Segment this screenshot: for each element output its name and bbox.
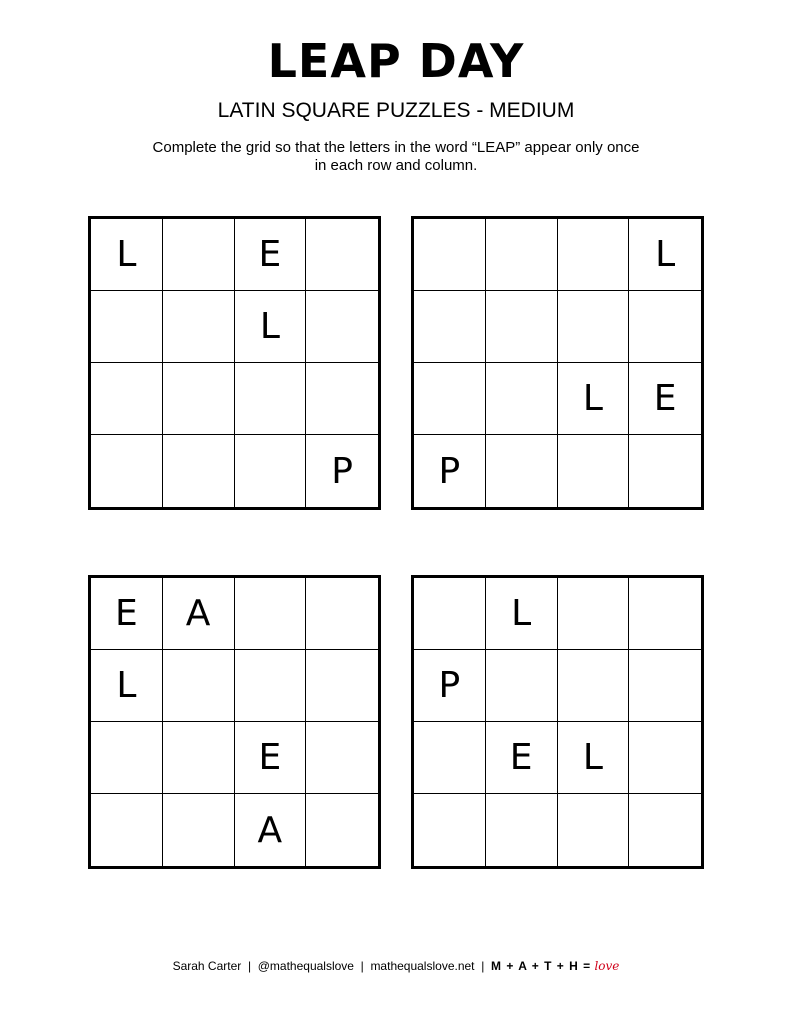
- grid-cell[interactable]: [163, 722, 235, 794]
- grid-cell[interactable]: [306, 794, 378, 866]
- grid-cell[interactable]: P: [414, 435, 486, 507]
- grid-cell[interactable]: E: [629, 363, 701, 435]
- grid-cell[interactable]: [486, 435, 558, 507]
- grid-cell[interactable]: [414, 363, 486, 435]
- grid-cell[interactable]: P: [414, 650, 486, 722]
- grid-cell[interactable]: L: [91, 650, 163, 722]
- footer-author: Sarah Carter: [172, 959, 242, 973]
- grid-cell[interactable]: [235, 363, 307, 435]
- grid-cell[interactable]: [163, 794, 235, 866]
- grid-cell[interactable]: L: [486, 578, 558, 650]
- grid-cell[interactable]: [306, 363, 378, 435]
- grid-cell[interactable]: [629, 794, 701, 866]
- grid-cell[interactable]: A: [235, 794, 307, 866]
- instructions: [90, 139, 702, 175]
- grid-cell[interactable]: [629, 578, 701, 650]
- grid-cell[interactable]: [91, 291, 163, 363]
- grid-cell[interactable]: [306, 219, 378, 291]
- grid-cell[interactable]: [558, 794, 630, 866]
- footer-love-logo: love: [594, 959, 620, 973]
- grid-cell[interactable]: [306, 578, 378, 650]
- grid-cell[interactable]: [306, 291, 378, 363]
- grid-cell[interactable]: [558, 578, 630, 650]
- grid-cell[interactable]: [414, 722, 486, 794]
- grid-cell[interactable]: [235, 578, 307, 650]
- grid-cell[interactable]: [558, 435, 630, 507]
- grid-cell[interactable]: [91, 794, 163, 866]
- grid-cell[interactable]: [486, 291, 558, 363]
- grid-cell[interactable]: [414, 219, 486, 291]
- grid-cell[interactable]: L: [558, 363, 630, 435]
- grid-cell[interactable]: E: [486, 722, 558, 794]
- footer: [0, 958, 792, 974]
- grid-cell[interactable]: [163, 219, 235, 291]
- instructions-line-1: Complete the grid so that the letters in the word “LEAP” appear only once: [152, 139, 640, 156]
- footer-separator: |: [360, 959, 364, 973]
- grid-cell[interactable]: L: [629, 219, 701, 291]
- instructions-line-2: in each row and column.: [314, 157, 478, 174]
- footer-handle: @mathequalslove: [257, 959, 354, 973]
- grid-cell[interactable]: [486, 794, 558, 866]
- grid-cell[interactable]: [558, 219, 630, 291]
- grid-cell[interactable]: [163, 650, 235, 722]
- grid-cell[interactable]: P: [331, 450, 353, 492]
- grid-cell[interactable]: L: [558, 722, 630, 794]
- grid-cell[interactable]: [91, 722, 163, 794]
- grid-cell[interactable]: [91, 435, 163, 507]
- grid-cell[interactable]: E: [235, 722, 307, 794]
- grid-cell[interactable]: [235, 650, 307, 722]
- grid-cell[interactable]: [629, 650, 701, 722]
- grid-cell[interactable]: [91, 363, 163, 435]
- footer-brand: M + A + T + H =: [490, 959, 592, 973]
- grid-cell[interactable]: L: [235, 291, 307, 363]
- footer-separator: |: [481, 959, 485, 973]
- grid-cell[interactable]: E: [91, 578, 163, 650]
- grid-cell[interactable]: [306, 650, 378, 722]
- grid-cell[interactable]: [486, 363, 558, 435]
- grid-cell[interactable]: A: [163, 578, 235, 650]
- grid-cell[interactable]: [235, 435, 307, 507]
- footer-separator: |: [247, 959, 252, 973]
- grid-cell[interactable]: L: [91, 219, 163, 291]
- grid-cell[interactable]: [486, 219, 558, 291]
- footer-website: mathequalslove.net: [370, 959, 475, 973]
- grid-cell[interactable]: [306, 722, 378, 794]
- grid-cell[interactable]: [414, 578, 486, 650]
- grid-cell[interactable]: [629, 291, 701, 363]
- grid-cell[interactable]: E: [235, 219, 307, 291]
- grid-cell[interactable]: [629, 722, 701, 794]
- puzzle-grid-2: [411, 216, 704, 510]
- grid-cell[interactable]: [414, 794, 486, 866]
- grid-cell[interactable]: [629, 435, 701, 507]
- grid-cell[interactable]: [163, 435, 235, 507]
- page-title: LEAP DAY: [267, 34, 525, 88]
- grid-cell[interactable]: [558, 650, 630, 722]
- grid-cell[interactable]: [414, 291, 486, 363]
- grid-cell[interactable]: [163, 291, 235, 363]
- puzzle-grid-4: [411, 575, 704, 869]
- grid-cell[interactable]: [486, 650, 558, 722]
- puzzle-grid-1: [88, 216, 381, 510]
- puzzle-grid-3: [88, 575, 381, 869]
- grid-cell[interactable]: [558, 291, 630, 363]
- grid-cell[interactable]: [163, 363, 235, 435]
- page-subtitle: LATIN SQUARE PUZZLES - MEDIUM: [217, 99, 575, 122]
